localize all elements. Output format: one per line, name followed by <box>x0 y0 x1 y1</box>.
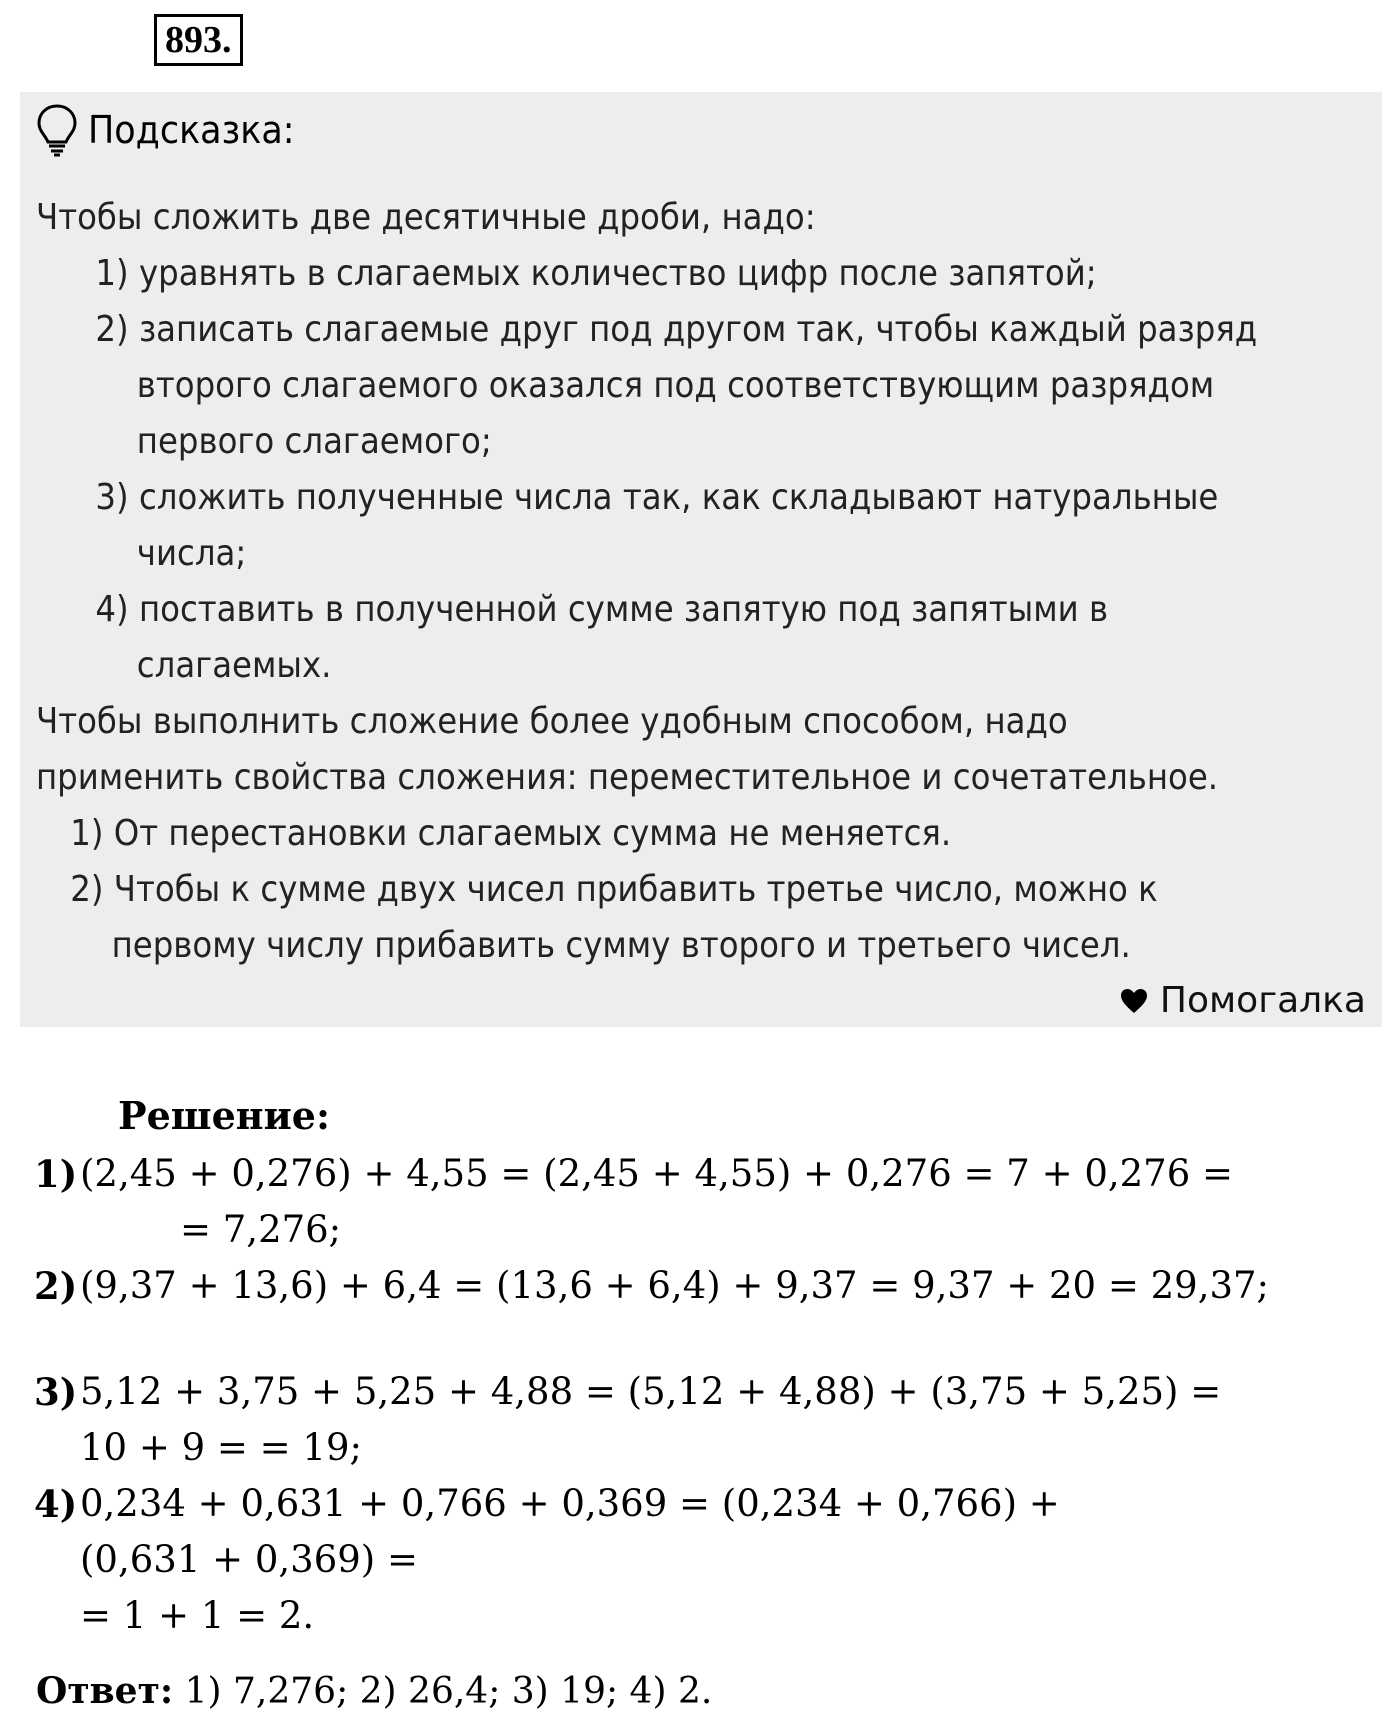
credit-label: Помогалка <box>1159 980 1366 1021</box>
answer <box>36 1670 712 1712</box>
hint-header <box>34 100 312 160</box>
expression-line: (0,631 + 0,369) = <box>80 1538 419 1581</box>
expression-line: = 7,276; <box>180 1208 342 1251</box>
credit <box>1120 980 1366 1021</box>
heart-icon <box>1120 988 1148 1014</box>
answer-text: 1) 7,276; 2) 26,4; 3) 19; 4) 2. <box>173 1671 713 1712</box>
expression-continuation <box>34 1588 1374 1644</box>
hint-line: 3) сложить полученные числа так, как складывают натуральные <box>95 477 1219 518</box>
expression-line: = 1 + 1 = 2. <box>80 1594 315 1637</box>
hint-line: 1) От перестановки слагаемых сумма не меняется. <box>70 813 952 854</box>
solution-item <box>34 1364 1374 1420</box>
solution-item <box>34 1258 1374 1314</box>
expression-continuation <box>34 1532 1374 1588</box>
hint-body <box>36 190 1376 974</box>
hint-line: слагаемых. <box>136 645 332 686</box>
expression-line: (9,37 + 13,6) + 6,4 = (13,6 + 6,4) + 9,37 = 9,37 + 20 = 29,37; <box>80 1264 1270 1307</box>
hint-line: первого слагаемого; <box>136 421 492 462</box>
expression-line: 5,12 + 3,75 + 5,25 + 4,88 = (5,12 + 4,88) + (3,75 + 5,25) = <box>80 1370 1222 1413</box>
expression-line: 10 + 9 = = 19; <box>80 1426 362 1469</box>
solution-title: Решение: <box>118 1093 330 1138</box>
hint-line: 1) уравнять в слагаемых количество цифр после запятой; <box>95 253 1097 294</box>
expression-continuation <box>34 1202 1374 1258</box>
item-number: 1) <box>34 1152 78 1196</box>
hint-line: Чтобы выполнить сложение более удобным способом, надо <box>36 701 1068 742</box>
task-number: 893. <box>154 14 243 66</box>
answer-label: Ответ: <box>36 1670 174 1712</box>
item-number: 4) <box>34 1482 78 1526</box>
hint-line: 4) поставить в полученной сумме запятую под запятыми в <box>95 589 1109 630</box>
hint-line: 2) Чтобы к сумме двух чисел прибавить третье число, можно к <box>70 869 1158 910</box>
hint-box <box>20 92 1382 1027</box>
expression-line: 0,234 + 0,631 + 0,766 + 0,369 = (0,234 + 0,766) + <box>80 1482 1060 1525</box>
hint-title: Подсказка: <box>88 108 295 152</box>
hint-line: первому числу прибавить сумму второго и третьего чисел. <box>111 925 1131 966</box>
hint-line: числа; <box>136 533 247 574</box>
expression-continuation <box>34 1420 1374 1476</box>
hint-line: 2) записать слагаемые друг под другом так, чтобы каждый разряд <box>95 309 1258 350</box>
lightbulb-icon <box>34 102 80 158</box>
solution-item <box>34 1146 1374 1202</box>
item-number: 3) <box>34 1370 78 1414</box>
item-number: 2) <box>34 1264 78 1308</box>
solution <box>34 1088 1374 1644</box>
hint-line: Чтобы сложить две десятичные дроби, надо: <box>36 197 816 238</box>
hint-line: второго слагаемого оказался под соответствующим разрядом <box>136 365 1215 406</box>
hint-line: применить свойства сложения: переместительное и сочетательное. <box>36 757 1219 798</box>
solution-item <box>34 1476 1374 1532</box>
expression-line: (2,45 + 0,276) + 4,55 = (2,45 + 4,55) + 0,276 = 7 + 0,276 = <box>80 1152 1234 1195</box>
